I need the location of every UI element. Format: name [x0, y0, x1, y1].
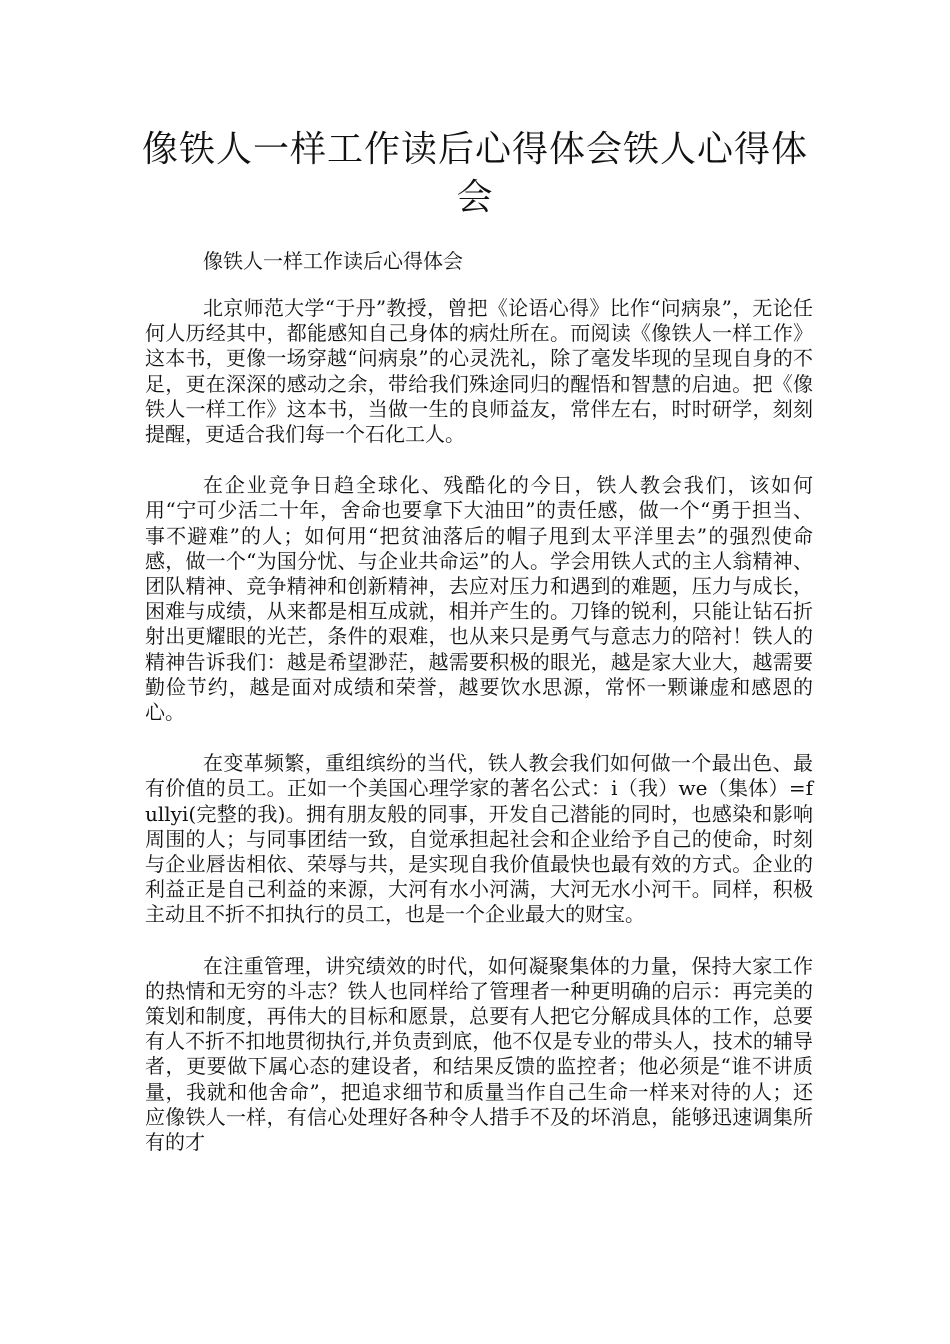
- document-body: [145, 296, 813, 1181]
- document-subtitle: 像铁人一样工作读后心得体会: [203, 249, 463, 273]
- paragraph-3: 在变革频繁，重组缤纷的当代，铁人教会我们如何做一个最出色、最有价值的员工。正如一个美国心理学家的著名公式：i（我）we（集体）=fullyi(完整的我)。拥有朋友般的同事，开发自己潜能的同时，也感染和影响周围的人；与同事团结一致，自觉承担起社会和企业给予自己的使命，时刻与企业唇齿相依、荣辱与共，是实现自我价值最快也最有效的方式。企业的利益正是自己利益的来源，大河有水小河满，大河无水小河干。同样，积极主动且不折不扣执行的员工，也是一个企业最大的财宝。: [145, 751, 813, 927]
- paragraph-4: 在注重管理，讲究绩效的时代，如何凝聚集体的力量，保持大家工作的热情和无穷的斗志？铁人也同样给了管理者一种更明确的启示：再完美的策划和制度，再伟大的目标和愿景，总要有人把它分解成具体的工作，总要有人不折不扣地贯彻执行,并负责到底，他不仅是专业的带头人，技术的辅导者，更要做下属心态的建设者，和结果反馈的监控者；他必须是“谁不讲质量，我就和他舍命”，把追求细节和质量当作自己生命一样来对待的人；还应像铁人一样，有信心处理好各种令人措手不及的坏消息，能够迅速调集所有的才: [145, 953, 813, 1155]
- paragraph-2: 在企业竞争日趋全球化、残酷化的今日，铁人教会我们，该如何用“宁可少活二十年，舍命也要拿下大油田”的责任感，做一个“勇于担当、事不避难”的人；如何用“把贫油落后的帽子甩到太平洋里去”的强烈使命感，做一个“为国分忧、与企业共命运”的人。学会用铁人式的主人翁精神、团队精神、竞争精神和创新精神，去应对压力和遇到的难题，压力与成长，困难与成绩，从来都是相互成就，相并产生的。刀锋的锐利，只能让钻石折射出更耀眼的光芒，条件的艰难，也从来只是勇气与意志力的陪衬！铁人的精神告诉我们：越是希望渺茫，越需要积极的眼光，越是家大业大，越需要勤俭节约，越是面对成绩和荣誉，越要饮水思源，常怀一颗谦虚和感恩的心。: [145, 473, 813, 725]
- paragraph-1: 北京师范大学“于丹”教授，曾把《论语心得》比作“问病泉”，无论任何人历经其中，都能感知自己身体的病灶所在。而阅读《像铁人一样工作》这本书，更像一场穿越“问病泉”的心灵洗礼，除了毫发毕现的呈现自身的不足，更在深深的感动之余，带给我们殊途同归的醒悟和智慧的启迪。把《像铁人一样工作》这本书，当做一生的良师益友，常伴左右，时时研学，刻刻提醒，更适合我们每一个石化工人。: [145, 296, 813, 447]
- document-title: 像铁人一样工作读后心得体会铁人心得体会: [141, 129, 808, 218]
